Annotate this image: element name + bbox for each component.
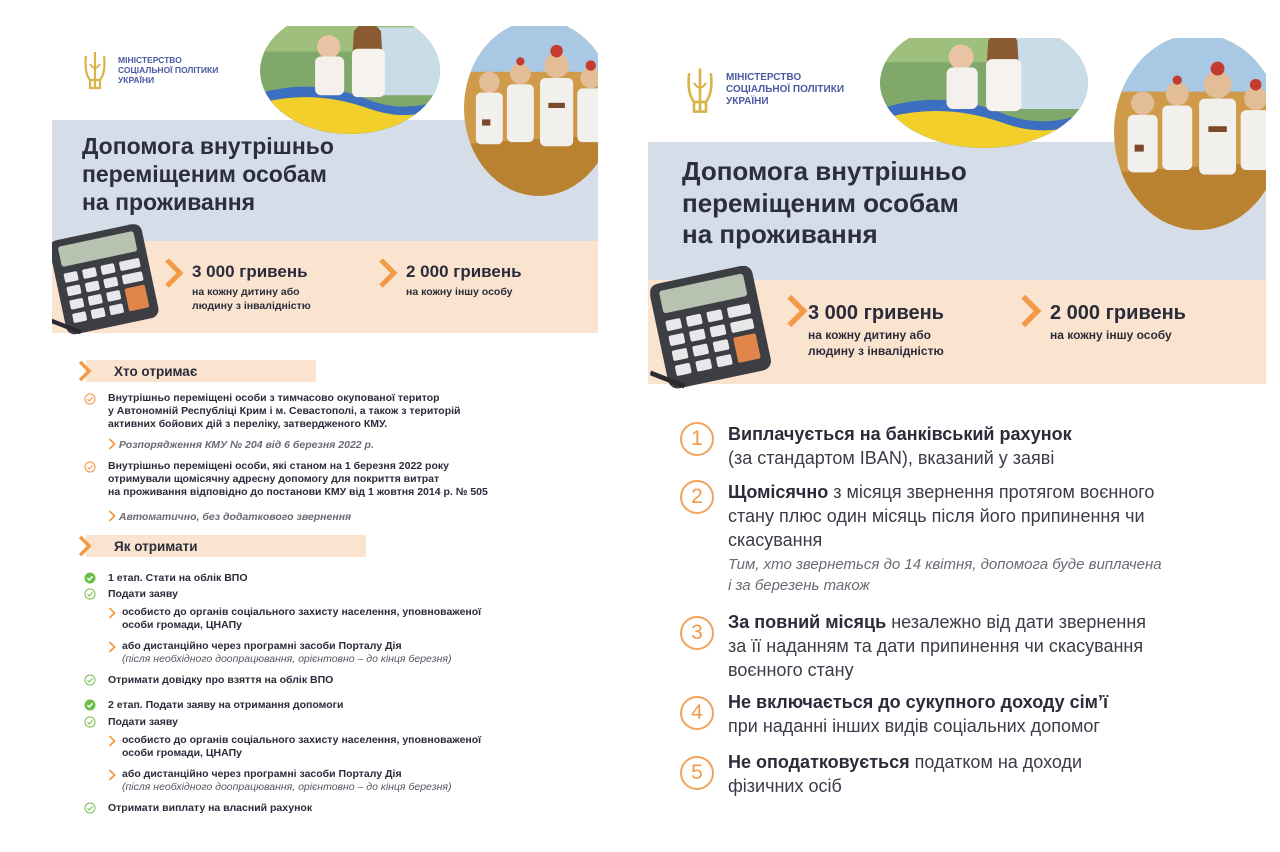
amount-desc: на кожну дитину або — [192, 286, 300, 298]
amount-others — [378, 258, 588, 318]
amount-value: 3 000 гривень — [808, 302, 944, 324]
number-badge: 1 — [680, 422, 714, 456]
page-title — [82, 132, 334, 216]
calculator-image — [52, 224, 170, 336]
amount-desc: людину з інвалідністю — [192, 299, 311, 312]
note-text: Розпорядження КМУ № 204 від 6 березня 2022 р. — [118, 439, 374, 451]
amount-desc: людину з інвалідністю — [808, 343, 944, 358]
text-note: (після необхідного доопрацювання, орієнтовно – до кінця березня) — [122, 781, 452, 793]
title-line: Допомога внутрішньо — [82, 133, 334, 159]
who-note — [108, 438, 568, 452]
number-badge: 2 — [680, 480, 714, 514]
section-title: Хто отримає — [86, 360, 316, 382]
option-offline — [108, 606, 598, 632]
amount-desc: на кожну іншу особу — [406, 286, 513, 298]
section-who-heading — [86, 360, 316, 382]
check-filled-icon — [84, 699, 96, 711]
check-filled-icon — [84, 572, 96, 584]
step-certificate — [84, 674, 584, 687]
check-circle-icon — [84, 393, 96, 405]
chevron-right-icon — [108, 641, 116, 653]
title-line: переміщеним особам — [682, 187, 959, 218]
item-text: податком на доходи — [909, 752, 1083, 772]
text-line: особи громади, ЦНАПу — [122, 619, 242, 631]
text-note: (після необхідного доопрацювання, орієнтовно – до кінця березня) — [122, 653, 452, 665]
item-text: незалежно від дати звернення — [886, 612, 1147, 632]
amount-desc: на кожну дитину або — [808, 328, 931, 342]
amount-value: 3 000 гривень — [192, 262, 308, 281]
text-line: особисто до органів соціального захисту населення, уповноваженої — [122, 734, 482, 746]
section-title: Як отримати — [86, 535, 366, 557]
check-outline-icon — [84, 716, 96, 728]
calculator-image — [650, 266, 784, 390]
list-item — [680, 690, 1240, 740]
text-line: або дистанційно через програмні засоби Порталу Дія — [122, 768, 402, 780]
step-text: Подати заяву — [108, 716, 178, 728]
step-submit — [84, 588, 584, 601]
amount-value: 2 000 гривень — [406, 262, 522, 281]
option-online — [108, 768, 598, 794]
ministry-line: УКРАЇНИ — [726, 95, 769, 107]
step-text: Отримати довідку про взяття на облік ВПО — [108, 674, 334, 686]
amount-others — [1020, 294, 1260, 364]
number-badge: 5 — [680, 756, 714, 790]
item-text: за її наданням та дати припинення чи скасування — [728, 636, 1144, 656]
chevron-right-icon — [164, 258, 184, 288]
step-text: Подати заяву — [108, 588, 178, 600]
list-item — [680, 610, 1240, 686]
title-line: Допомога внутрішньо — [682, 156, 967, 186]
who-item — [84, 460, 594, 499]
chevron-right-icon — [78, 535, 92, 557]
step-payout — [84, 802, 584, 815]
item-title: За повний місяць — [728, 612, 887, 632]
text-line: у Автономній Республіці Крим і м. Севастополі, а також з територій — [108, 405, 461, 417]
item-text: воєнного стану — [728, 660, 854, 680]
photo-flag-girls — [260, 26, 440, 134]
amount-children — [164, 258, 364, 318]
text-line: Внутрішньо переміщені особи, які станом на 1 березня 2022 року — [108, 460, 449, 472]
trident-icon — [682, 66, 718, 114]
chevron-right-icon — [78, 360, 92, 382]
ministry-line: МІНІСТЕРСТВО — [118, 54, 182, 65]
item-title: Не оподатковується — [728, 752, 910, 772]
chevron-right-icon — [108, 769, 116, 781]
check-outline-icon — [84, 802, 96, 814]
chevron-right-icon — [108, 607, 116, 619]
ministry-line: СОЦІАЛЬНОЇ ПОЛІТИКИ — [726, 84, 845, 96]
check-circle-icon — [84, 461, 96, 473]
ministry-logo — [80, 50, 218, 90]
option-offline — [108, 734, 598, 760]
item-text: стану плюс один місяць після його припинення чи — [728, 506, 1145, 526]
trident-icon — [80, 50, 110, 90]
title-line: на проживання — [682, 219, 878, 250]
ministry-line: СОЦІАЛЬНОЇ ПОЛІТИКИ — [118, 64, 219, 75]
number-badge: 4 — [680, 696, 714, 730]
item-text: фізичних осіб — [728, 776, 842, 796]
item-title: Виплачується на банківський рахунок — [728, 424, 1072, 444]
stage-text: 1 етап. Стати на облік ВПО — [108, 572, 248, 584]
section-how-heading — [86, 535, 366, 557]
poster-right — [648, 38, 1266, 818]
item-text: скасування — [728, 530, 823, 550]
ministry-line: УКРАЇНИ — [118, 75, 155, 85]
item-note: і за березень також — [728, 577, 870, 594]
text-line: або дистанційно через програмні засоби Порталу Дія — [122, 640, 402, 652]
chevron-right-icon — [108, 438, 116, 450]
text-line: особи громади, ЦНАПу — [122, 747, 242, 759]
list-item — [680, 422, 1240, 472]
who-note — [108, 510, 568, 524]
title-line: на проживання — [82, 189, 256, 216]
text-line: на проживання відповідно до постанови КМУ від 1 жовтня 2014 р. № 505 — [108, 486, 488, 498]
chevron-right-icon — [108, 510, 116, 522]
text-line: активних бойових дій з переліку, затвердженого КМУ. — [108, 418, 388, 430]
title-line: переміщеним особам — [82, 161, 327, 188]
amount-desc: на кожну іншу особу — [1050, 328, 1172, 342]
item-note: Тим, хто звернеться до 14 квітня, допомога буде виплачена — [728, 556, 1162, 573]
photo-flag-girls — [880, 38, 1088, 148]
note-text: Автоматично, без додаткового звернення — [118, 511, 352, 523]
stage-text: 2 етап. Подати заяву на отримання допомоги — [108, 699, 344, 711]
text-line: особисто до органів соціального захисту населення, уповноваженої — [122, 606, 482, 618]
list-item — [680, 750, 1240, 800]
list-item — [680, 480, 1240, 596]
item-text: з місяця звернення протягом воєнного — [828, 482, 1155, 502]
page-title — [682, 156, 967, 251]
ministry-logo — [682, 66, 844, 114]
chevron-right-icon — [1020, 294, 1042, 328]
amount-value: 2 000 гривень — [1050, 302, 1186, 324]
stage-1 — [84, 572, 584, 585]
item-text: при наданні інших видів соціальних допомог — [728, 716, 1100, 736]
chevron-right-icon — [108, 735, 116, 747]
chevron-right-icon — [378, 258, 398, 288]
item-title: Не включається до сукупного доходу сім’ї — [728, 692, 1109, 712]
number-badge: 3 — [680, 616, 714, 650]
step-submit — [84, 716, 584, 729]
amount-children — [786, 294, 1006, 364]
step-text: Отримати виплату на власний рахунок — [108, 802, 313, 814]
stage-2 — [84, 699, 584, 712]
chevron-right-icon — [786, 294, 808, 328]
ministry-line: МІНІСТЕРСТВО — [726, 72, 802, 84]
poster-left — [52, 26, 598, 828]
item-title: Щомісячно — [728, 482, 829, 502]
who-item — [84, 392, 584, 431]
text-line: Внутрішньо переміщені особи з тимчасово окупованої територ — [108, 392, 440, 404]
item-text: (за стандартом IBAN), вказаний у заяві — [728, 448, 1055, 468]
option-online — [108, 640, 598, 666]
text-line: отримували щомісячну адресну допомогу для покриття витрат — [108, 473, 440, 485]
check-outline-icon — [84, 588, 96, 600]
check-outline-icon — [84, 674, 96, 686]
